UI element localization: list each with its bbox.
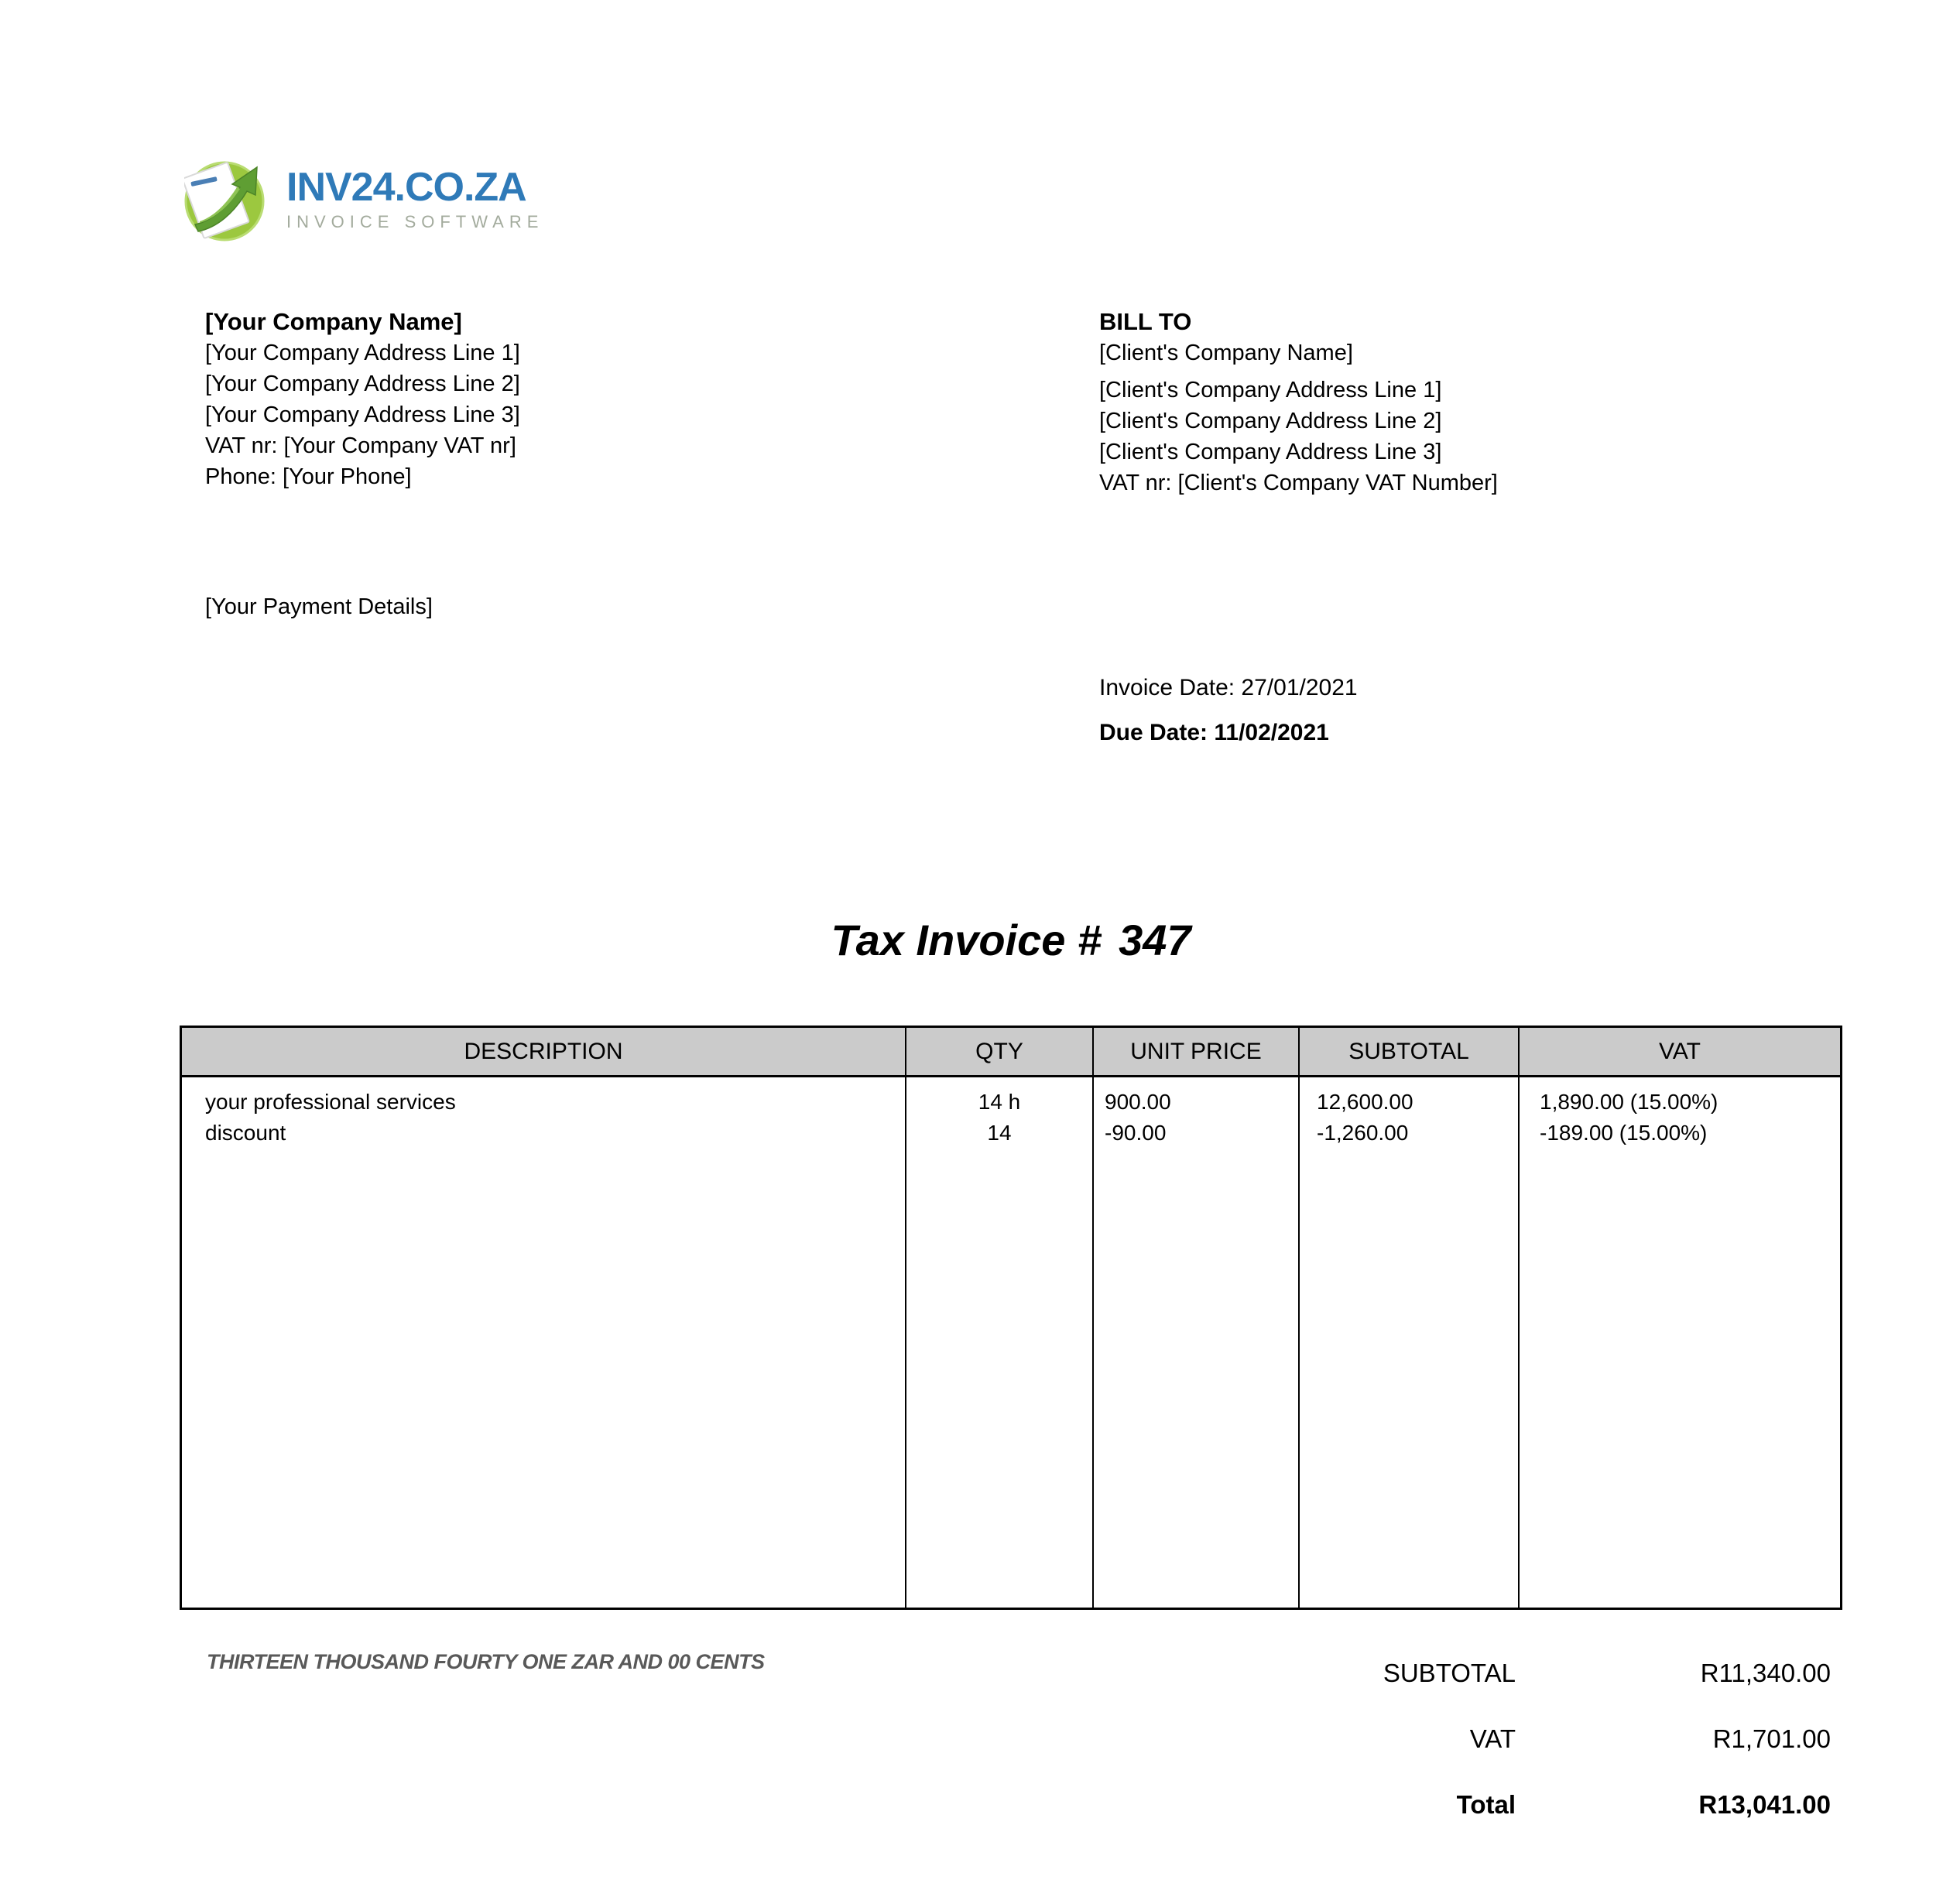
dates-block — [1099, 666, 1358, 755]
table-row-subtotal: 12,600.00 — [1317, 1090, 1413, 1114]
column-header-vat: VAT — [1520, 1028, 1840, 1075]
invoice-title — [180, 915, 1842, 965]
seller-vat-line: VAT nr: [Your Company VAT nr] — [205, 433, 516, 458]
client-address-line-3: [Client's Company Address Line 3] — [1099, 440, 1442, 464]
client-vat-line: VAT nr: [Client's Company VAT Number] — [1099, 471, 1498, 495]
amount-in-words: THIRTEEN THOUSAND FOURTY ONE ZAR AND 00 CENTS — [207, 1650, 765, 1673]
column-header-description: DESCRIPTION — [182, 1028, 906, 1075]
total-value: R13,041.00 — [1698, 1790, 1831, 1819]
column-header-subtotal: SUBTOTAL — [1300, 1028, 1520, 1075]
table-body — [180, 1077, 1842, 1610]
table-row-vat: -189.00 (15.00%) — [1540, 1121, 1708, 1145]
table-row-unit-price: 900.00 — [1105, 1090, 1171, 1114]
vat-label: VAT — [1469, 1724, 1516, 1753]
table-row-vat: 1,890.00 (15.00%) — [1540, 1090, 1718, 1114]
vat-value: R1,701.00 — [1712, 1724, 1831, 1753]
column-subtotal — [1300, 1077, 1520, 1608]
logo-tagline: INVOICE SOFTWARE — [286, 212, 544, 231]
column-header-qty: QTY — [906, 1028, 1094, 1075]
client-address-line-1: [Client's Company Address Line 1] — [1099, 378, 1442, 402]
table-row-description: discount — [205, 1121, 286, 1145]
column-description — [182, 1077, 906, 1608]
seller-phone-line: Phone: [Your Phone] — [205, 464, 412, 489]
bill-to-heading: BILL TO — [1099, 308, 1192, 335]
vat-row — [1206, 1724, 1831, 1755]
table-row-unit-price: -90.00 — [1105, 1121, 1167, 1145]
table-row-qty: 14 — [987, 1121, 1012, 1145]
table-row-description: your professional services — [205, 1090, 456, 1114]
seller-address-line-2: [Your Company Address Line 2] — [205, 372, 520, 396]
seller-company-name: [Your Company Name] — [205, 308, 462, 335]
total-label: Total — [1456, 1790, 1516, 1819]
payment-details: [Your Payment Details] — [205, 594, 433, 619]
invoice-number: 347 — [1119, 916, 1191, 964]
logo — [184, 153, 543, 246]
seller-info-block — [205, 306, 520, 492]
logo-brand-name: INV24.CO.ZA — [286, 165, 526, 210]
seller-address-line-1: [Your Company Address Line 1] — [205, 341, 520, 365]
table-header-row — [180, 1026, 1842, 1077]
invoice-title-label: Tax Invoice # — [831, 916, 1102, 964]
logo-text — [286, 153, 543, 231]
seller-address-line-3: [Your Company Address Line 3] — [205, 402, 520, 427]
total-row — [1206, 1789, 1831, 1820]
invoice-growth-icon — [184, 153, 279, 246]
client-address-line-2: [Client's Company Address Line 2] — [1099, 409, 1442, 433]
subtotal-row — [1206, 1658, 1831, 1689]
client-company-name: [Client's Company Name] — [1099, 341, 1353, 365]
due-date-line: Due Date: 11/02/2021 — [1099, 720, 1329, 745]
bill-to-block — [1099, 306, 1498, 498]
table-row-subtotal: -1,260.00 — [1317, 1121, 1409, 1145]
column-qty — [906, 1077, 1094, 1608]
column-header-unit-price: UNIT PRICE — [1094, 1028, 1300, 1075]
subtotal-value: R11,340.00 — [1700, 1659, 1831, 1687]
totals-block — [1206, 1658, 1831, 1855]
line-items-table — [180, 1026, 1842, 1610]
invoice-date-line: Invoice Date: 27/01/2021 — [1099, 675, 1358, 700]
column-unit-price — [1094, 1077, 1300, 1608]
subtotal-label: SUBTOTAL — [1383, 1659, 1516, 1687]
table-row-qty: 14 h — [978, 1090, 1021, 1114]
column-vat — [1520, 1077, 1840, 1608]
